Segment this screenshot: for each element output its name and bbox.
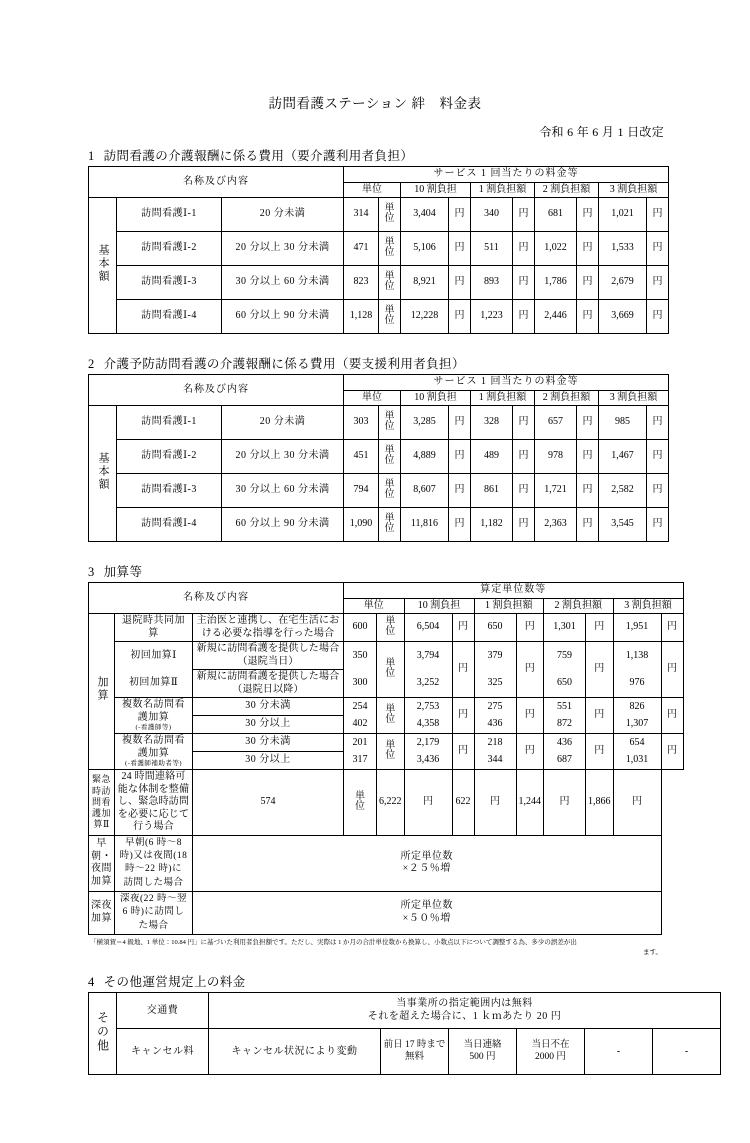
row-2wari: 1,244: [516, 770, 544, 836]
cancel-cell-empty: -: [585, 1029, 653, 1075]
row-tanni: 451: [344, 440, 379, 474]
row-yen: 円: [577, 508, 599, 542]
row-10wari-b: 3,436: [404, 752, 452, 770]
row-10wari-a: 3,794: [404, 642, 452, 670]
col-header-1wari: 1 割負担額: [471, 390, 535, 406]
col-header-3wari: 3 割負担額: [599, 390, 669, 406]
row-desc: 60 分以上 90 分未満: [222, 508, 344, 542]
row-3wari-b: 1,031: [613, 752, 661, 770]
row-yen: 円: [449, 474, 471, 508]
row-desc: 20 分未満: [222, 198, 344, 232]
row-tanni-b: 317: [344, 752, 377, 770]
row-1wari: 893: [471, 266, 513, 300]
row-3wari: 985: [599, 406, 647, 440]
row-desc: 20 分以上 30 分未満: [222, 440, 344, 474]
row-tanni: 303: [344, 406, 379, 440]
group-label-sonota: その他: [89, 993, 117, 1075]
row-3wari: 3,669: [599, 300, 647, 334]
cancel-cell: [517, 1029, 585, 1075]
row-yen: 円: [647, 198, 669, 232]
table-row: [89, 642, 684, 670]
revision-date: 令和 6 年 6 月 1 日改定: [539, 125, 664, 139]
row-yen: 円: [661, 734, 683, 770]
table-row: [89, 300, 669, 334]
row-tanni: 471: [344, 232, 379, 266]
row-2wari: 1,022: [535, 232, 577, 266]
row-tanni-a: 254: [344, 698, 377, 716]
row-3wari-a: 826: [613, 698, 661, 716]
row-yen: 円: [577, 440, 599, 474]
row-yen: 円: [513, 440, 535, 474]
page-title: 訪問看護ステーション 絆 料金表: [268, 96, 482, 111]
section-title-3: 加算等: [103, 565, 143, 579]
col-header-tanni: 単位: [344, 182, 401, 198]
row-3wari: 1,467: [599, 440, 647, 474]
table-row: [89, 891, 684, 934]
cancel-cell: [381, 1029, 449, 1075]
section-title-2: 介護予防訪問看護の介護報酬に係る費用（要支援利用者負担）: [103, 357, 465, 371]
row-span-line: ×２５％増: [402, 863, 451, 875]
row-name-text: 複数名訪問看護加算: [122, 735, 185, 759]
row-yen: 円: [661, 614, 683, 642]
row-unit-label: 単 位: [377, 734, 405, 770]
table-row: [89, 440, 669, 474]
row-2wari: 978: [535, 440, 577, 474]
row-name: 訪問看護Ⅰ-1: [117, 406, 222, 440]
row-10wari: 5,106: [401, 232, 449, 266]
footnote: [90, 935, 662, 958]
row-10wari-a: 2,179: [404, 734, 452, 752]
table-row: [89, 232, 669, 266]
row-yen: 円: [586, 698, 614, 734]
row-desc-b: 新規に訪問看護を提供した場合（退院日以降）: [193, 670, 344, 698]
row-yen: 円: [647, 440, 669, 474]
table-sonota: [88, 992, 721, 1075]
row-tanni-a: 350: [344, 642, 377, 670]
row-desc-b: 30 分以上: [193, 752, 344, 770]
col-header-3wari: 3 割負担額: [613, 598, 683, 614]
row-yen: 円: [647, 300, 669, 334]
row-10wari-b: 4,358: [404, 716, 452, 734]
row-desc-line: 深夜(22 時～翌 6 時)に訪問し: [119, 893, 188, 918]
cancel-cell-top: 前日 17 時まで: [383, 1039, 446, 1050]
table-row: [89, 266, 669, 300]
row-desc: 24 時間連絡可能な体制を整備し、緊急時訪問を必要に応じて行う場合: [115, 770, 193, 836]
row-3wari: 1,533: [599, 232, 647, 266]
row-yen: 円: [513, 198, 535, 232]
cancel-cell-empty: -: [653, 1029, 721, 1075]
row-yen: 円: [661, 642, 683, 698]
row-desc-line: 時～22 時)に: [124, 864, 183, 875]
row-name: 早朝・夜間加算: [89, 835, 115, 891]
row-unit-label: 単 位: [377, 698, 405, 734]
section-number-1: 1: [88, 149, 95, 163]
row-10wari: 6,222: [377, 770, 405, 836]
row-3wari: 1,951: [613, 614, 661, 642]
row-1wari: 1,182: [471, 508, 513, 542]
row-name-note: (-看護師補助者等): [125, 760, 182, 768]
row-tanni: 314: [344, 198, 379, 232]
section-heading-2: [0, 348, 750, 374]
row-yen: 円: [449, 198, 471, 232]
row-desc-a: 30 分未満: [193, 698, 344, 716]
row-10wari: 12,228: [401, 300, 449, 334]
header-santei-tanni: 算定単位数等: [344, 583, 684, 599]
row-1wari: 340: [471, 198, 513, 232]
col-header-tanni: 単位: [344, 390, 401, 406]
row-10wari: 6,504: [404, 614, 452, 642]
row-yen: 円: [452, 614, 474, 642]
section-number-4: 4: [88, 975, 95, 990]
row-yen: 円: [449, 406, 471, 440]
table-row: [89, 770, 684, 836]
row-span-line: ×５０％増: [402, 912, 451, 924]
row-1wari-a: 379: [474, 642, 516, 670]
row-span-line: 所定単位数: [400, 900, 453, 912]
col-header-1wari: 1 割負担額: [471, 182, 535, 198]
row-yen: 円: [449, 300, 471, 334]
row-2wari: 2,446: [535, 300, 577, 334]
row-unit-label: 単 位: [344, 770, 377, 836]
row-unit-label: 単 位: [379, 474, 401, 508]
table-row: [89, 198, 669, 232]
row-10wari: 3,285: [401, 406, 449, 440]
table-row: [89, 406, 669, 440]
table-yobo-fees: [88, 374, 669, 542]
table-kasan: [88, 582, 684, 935]
group-label-kasan: 加算: [89, 614, 115, 770]
section-title-4: その他運営規定上の料金: [103, 975, 246, 990]
row-3wari: 2,679: [599, 266, 647, 300]
row-name: [115, 734, 193, 770]
table-row: [89, 1029, 721, 1075]
row-yen: 円: [513, 300, 535, 334]
row-3wari-a: 654: [613, 734, 661, 752]
row-name: 訪問看護Ⅰ-3: [117, 266, 222, 300]
section-heading-1: [0, 140, 750, 166]
col-header-10wari: 10 割負担: [401, 390, 471, 406]
row-10wari: 8,607: [401, 474, 449, 508]
row-yen: 円: [586, 614, 614, 642]
row-span-line: 所定単位数: [400, 850, 453, 862]
footnote-text: 「横須賀＝4 級地、1 単位：10.84 円」に基づいた利用者負担額です。ただし、実際は 1 か月の合計単位数から換算し、小数点以下について調整する為、多少の誤差が出: [90, 938, 577, 946]
row-2wari-b: 687: [544, 752, 586, 770]
row-yen: 円: [452, 698, 474, 734]
row-1wari-a: 275: [474, 698, 516, 716]
row-yen: 円: [586, 734, 614, 770]
row-yen: 円: [577, 474, 599, 508]
row-3wari-b: 976: [613, 670, 661, 698]
row-name: 訪問看護Ⅰ-3: [117, 474, 222, 508]
row-tanni: 823: [344, 266, 379, 300]
row-name: 訪問看護Ⅰ-2: [117, 232, 222, 266]
table-row: [89, 698, 684, 716]
row-span-value: [209, 993, 721, 1029]
table-row: [89, 734, 684, 752]
row-name: [115, 698, 193, 734]
row-yen: 円: [647, 474, 669, 508]
row-desc: [115, 835, 193, 891]
row-yen: 円: [513, 474, 535, 508]
row-desc: 20 分未満: [222, 406, 344, 440]
row-3wari-b: 1,307: [613, 716, 661, 734]
row-2wari: 1,786: [535, 266, 577, 300]
row-1wari: 489: [471, 440, 513, 474]
row-yen: 円: [577, 300, 599, 334]
row-2wari: 1,721: [535, 474, 577, 508]
row-1wari: 650: [474, 614, 516, 642]
row-10wari: 3,404: [401, 198, 449, 232]
cancel-cell-bottom: 2000 円: [535, 1051, 566, 1062]
row-yen: 円: [452, 642, 474, 698]
row-name-text: 複数名訪問看護加算: [122, 699, 185, 723]
row-yen: 円: [513, 406, 535, 440]
row-yen: 円: [516, 698, 544, 734]
row-unit-label: 単 位: [379, 406, 401, 440]
row-2wari-a: 551: [544, 698, 586, 716]
row-name: 訪問看護Ⅰ-2: [117, 440, 222, 474]
row-name: 退院時共同加算: [115, 614, 193, 642]
row-span-value: [193, 891, 662, 934]
row-2wari: 657: [535, 406, 577, 440]
table-header-row: [89, 375, 669, 391]
col-header-3wari: 3 割負担額: [599, 182, 669, 198]
row-2wari: 681: [535, 198, 577, 232]
row-desc: 60 分以上 90 分未満: [222, 300, 344, 334]
row-yen: 円: [647, 232, 669, 266]
row-desc: [115, 891, 193, 934]
row-unit-label: 単 位: [377, 614, 405, 642]
row-yen: 円: [449, 232, 471, 266]
col-header-2wari: 2 割負担額: [535, 182, 599, 198]
row-10wari: 11,816: [401, 508, 449, 542]
row-desc: 30 分以上 60 分未満: [222, 474, 344, 508]
row-2wari-b: 650: [544, 670, 586, 698]
row-span-line: 当事業所の指定範囲内は無料: [396, 998, 533, 1010]
row-2wari: 2,363: [535, 508, 577, 542]
row-10wari: 8,921: [401, 266, 449, 300]
table-row: [89, 614, 684, 642]
row-yen: 円: [474, 770, 516, 836]
row-yen: 円: [452, 734, 474, 770]
row-tanni: 794: [344, 474, 379, 508]
section-number-2: 2: [88, 357, 95, 371]
cancel-cell-bottom: 無料: [404, 1051, 424, 1062]
row-3wari-a: 1,138: [613, 642, 661, 670]
cancel-cell-top: 当日不在: [531, 1039, 570, 1050]
row-yen: 円: [577, 198, 599, 232]
table-header-row: [89, 583, 684, 599]
row-2wari: 1,301: [544, 614, 586, 642]
row-tanni-b: 300: [344, 670, 377, 698]
row-name-note: (-看護師等): [135, 724, 172, 731]
row-tanni: 574: [193, 770, 344, 836]
row-desc: 20 分以上 30 分未満: [222, 232, 344, 266]
col-header-10wari: 10 割負担: [401, 182, 471, 198]
row-yen: 円: [647, 266, 669, 300]
row-1wari-b: 436: [474, 716, 516, 734]
row-yen: 円: [404, 770, 452, 836]
row-1wari: 861: [471, 474, 513, 508]
group-label-kihongaku: 基本額: [89, 198, 117, 334]
row-yen: 円: [516, 734, 544, 770]
row-1wari-a: 218: [474, 734, 516, 752]
table-header-row: [89, 167, 669, 183]
row-3wari: 3,545: [599, 508, 647, 542]
row-yen: 円: [449, 266, 471, 300]
row-unit-label: 単 位: [379, 198, 401, 232]
row-yen: 円: [544, 770, 586, 836]
row-2wari-b: 872: [544, 716, 586, 734]
col-header-10wari: 10 割負担: [404, 598, 474, 614]
row-unit-label: 単 位: [379, 266, 401, 300]
row-3wari: 1,866: [586, 770, 614, 836]
row-3wari: 1,021: [599, 198, 647, 232]
row-unit-label: 単 位: [379, 508, 401, 542]
section-heading-4: [0, 966, 750, 992]
table-kaigo-fees: [88, 166, 669, 334]
row-yen: 円: [577, 406, 599, 440]
row-1wari-b: 344: [474, 752, 516, 770]
row-10wari: 4,889: [401, 440, 449, 474]
row-unit-label: 単 位: [377, 642, 405, 698]
col-header-tanni: 単位: [344, 598, 405, 614]
row-desc-b: 30 分以上: [193, 716, 344, 734]
row-name-a: 初回加算Ⅰ: [115, 642, 193, 670]
row-unit-label: 単 位: [379, 300, 401, 334]
row-name: 訪問看護Ⅰ-1: [117, 198, 222, 232]
table-row: [89, 474, 669, 508]
row-name-b: 初回加算Ⅱ: [115, 670, 193, 698]
col-header-1wari: 1 割負担額: [474, 598, 544, 614]
row-yen: 円: [513, 232, 535, 266]
row-yen: 円: [647, 406, 669, 440]
row-unit-label: 単 位: [379, 232, 401, 266]
row-span-value: [193, 835, 662, 891]
row-yen: 円: [449, 508, 471, 542]
row-yen: 円: [586, 642, 614, 698]
row-2wari-a: 759: [544, 642, 586, 670]
row-span-line: それを超えた場合に、1 ｋｍあたり 20 円: [367, 1010, 562, 1022]
row-yen: 円: [513, 508, 535, 542]
row-unit-label: 単 位: [379, 440, 401, 474]
table-row: [89, 508, 669, 542]
row-yen: 円: [513, 266, 535, 300]
row-1wari: 511: [471, 232, 513, 266]
row-tanni: 600: [344, 614, 377, 642]
row-yen: 円: [647, 508, 669, 542]
row-2wari-a: 436: [544, 734, 586, 752]
row-yen: 円: [661, 698, 683, 734]
row-desc: 30 分以上 60 分未満: [222, 266, 344, 300]
row-tanni-a: 201: [344, 734, 377, 752]
row-name: 深夜加算: [89, 891, 115, 934]
row-desc-a: 30 分未満: [193, 734, 344, 752]
group-label-kihongaku: 基本額: [89, 406, 117, 542]
row-desc: キャンセル状況により変動: [209, 1029, 381, 1075]
row-desc: 主治医と連携し、在宅生活における必要な指導を行った場合: [193, 614, 344, 642]
cancel-cell: [449, 1029, 517, 1075]
row-tanni: 1,128: [344, 300, 379, 334]
table-row: [89, 993, 721, 1029]
row-desc-line: た場合: [138, 920, 169, 931]
row-yen: 円: [577, 266, 599, 300]
footnote-tail: ます。: [643, 948, 662, 956]
header-service-fee: サービス 1 回当たりの料金等: [344, 167, 669, 183]
row-desc-a: 新規に訪問看護を提供した場合（退院当日）: [193, 642, 344, 670]
cancel-cell-top: 当日連絡: [463, 1039, 502, 1050]
col-header-2wari: 2 割負担額: [535, 390, 599, 406]
cancel-cell-bottom: 500 円: [469, 1051, 496, 1062]
row-name: キャンセル料: [117, 1029, 209, 1075]
section-title-1: 訪問看護の介護報酬に係る費用（要介護利用者負担）: [103, 149, 414, 163]
row-name: 訪問看護Ⅰ-4: [117, 300, 222, 334]
table-row: [89, 835, 684, 891]
row-1wari-b: 325: [474, 670, 516, 698]
header-name-content: 名称及び内容: [89, 167, 344, 198]
row-1wari: 328: [471, 406, 513, 440]
col-header-2wari: 2 割負担額: [544, 598, 614, 614]
header-service-fee: サービス 1 回当たりの料金等: [344, 375, 669, 391]
row-desc-line: 早朝(6 時～8 時)又は夜間(18: [119, 837, 188, 862]
row-1wari: 622: [452, 770, 474, 836]
section-heading-3: [0, 556, 750, 582]
header-name-content: 名称及び内容: [89, 583, 344, 614]
row-name: 緊急時訪問看護加算Ⅱ: [89, 770, 115, 836]
row-1wari: 1,223: [471, 300, 513, 334]
row-yen: 円: [613, 770, 661, 836]
row-name: 交通費: [117, 993, 209, 1029]
row-desc-line: 訪問した場合: [123, 877, 184, 888]
row-yen: 円: [516, 614, 544, 642]
header-name-content: 名称及び内容: [89, 375, 344, 406]
row-yen: 円: [516, 642, 544, 698]
row-name: 訪問看護Ⅰ-4: [117, 508, 222, 542]
row-yen: 円: [577, 232, 599, 266]
row-10wari-a: 2,753: [404, 698, 452, 716]
row-tanni-b: 402: [344, 716, 377, 734]
row-tanni: 1,090: [344, 508, 379, 542]
row-yen: 円: [449, 440, 471, 474]
row-10wari-b: 3,252: [404, 670, 452, 698]
row-3wari: 2,582: [599, 474, 647, 508]
section-number-3: 3: [88, 565, 95, 579]
